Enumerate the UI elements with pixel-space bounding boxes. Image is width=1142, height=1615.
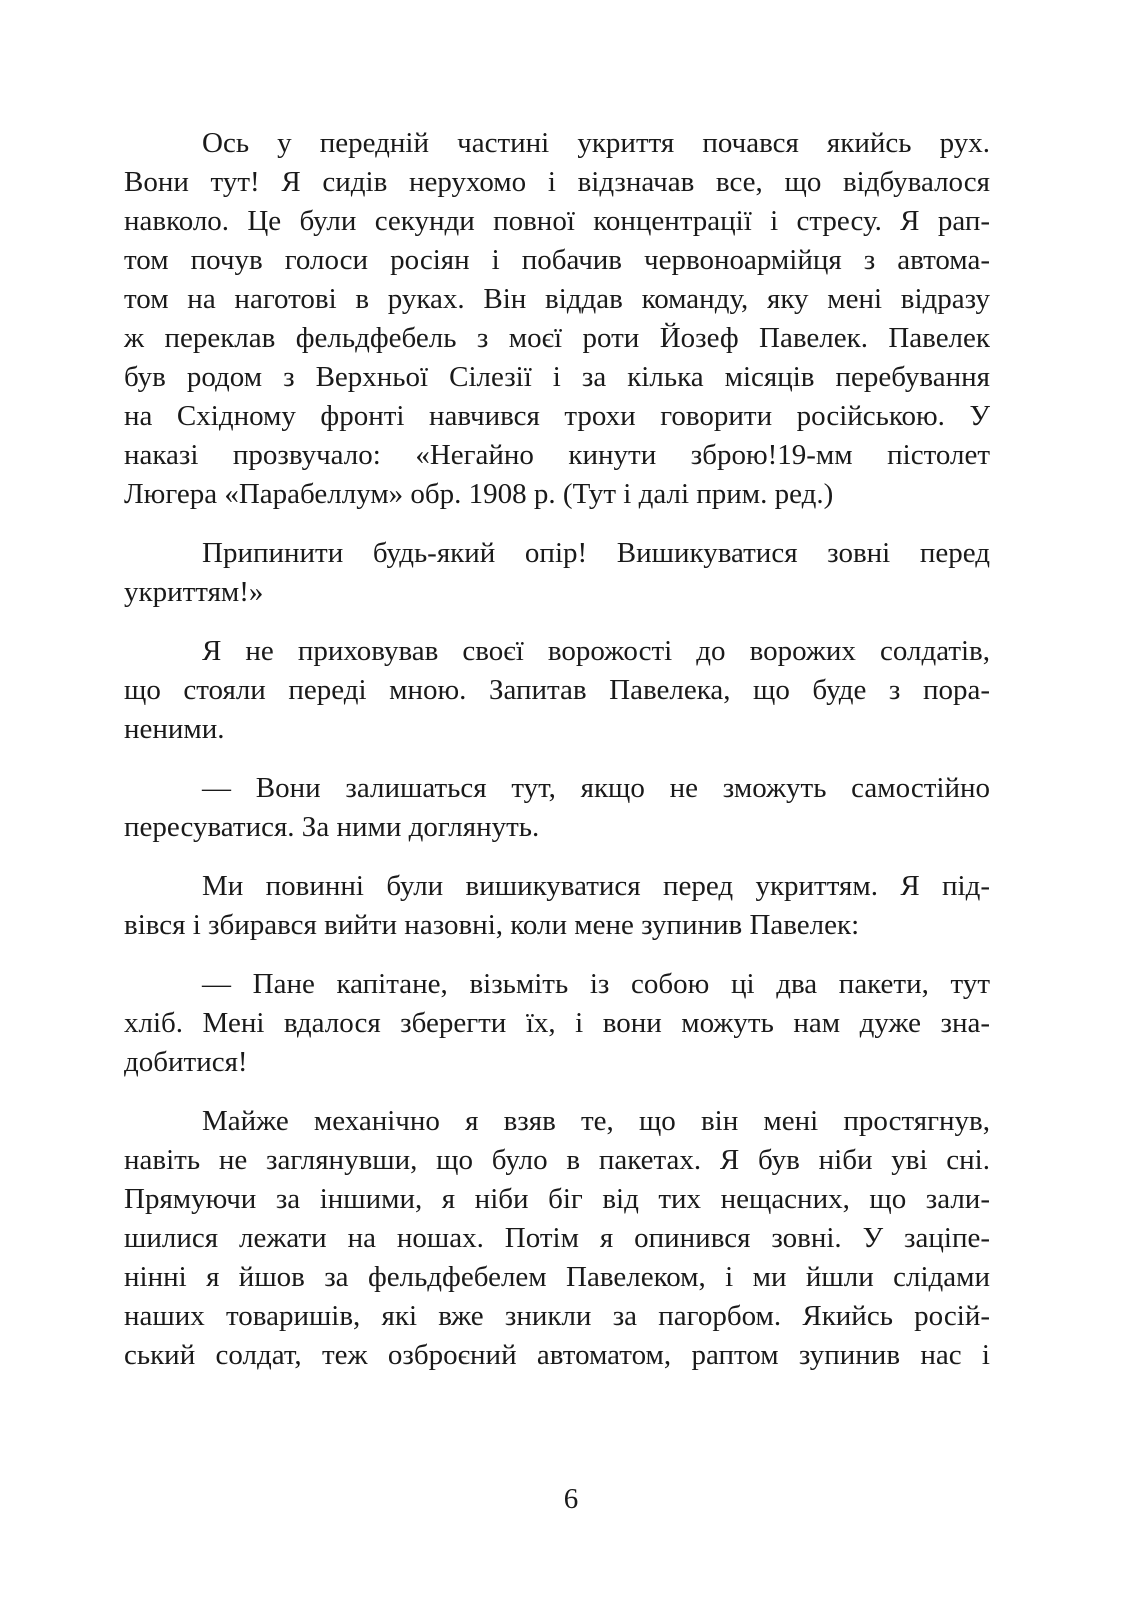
text-line: нінні я йшов за фельдфебелем Павелеком, і ми йшли слідами bbox=[124, 1261, 990, 1293]
text-line: шилися лежати на ношах. Потім я опинився зовні. У заціпе- bbox=[124, 1222, 990, 1254]
paragraph bbox=[124, 124, 990, 514]
text-line: Майже механічно я взяв те, що він мені простягнув, bbox=[202, 1105, 990, 1137]
text-line: том почув голоси росіян і побачив червоноармійця з автома- bbox=[124, 244, 990, 276]
text-line: вівся і збирався вийти назовні, коли мене зупинив Павелек: bbox=[124, 909, 860, 941]
text-line: ж переклав фельдфебель з моєї роти Йозеф Павелек. Павелек bbox=[124, 322, 990, 354]
page-number: 6 bbox=[563, 1483, 579, 1515]
body-text bbox=[124, 124, 990, 1375]
text-line: наших товаришів, які вже зникли за пагорбом. Якийсь росій- bbox=[124, 1300, 990, 1332]
text-line: ський солдат, теж озброєний автоматом, раптом зупинив нас і bbox=[124, 1339, 990, 1371]
paragraph bbox=[124, 1102, 990, 1375]
text-line: Я не приховував своєї ворожості до ворожих солдатів, bbox=[202, 635, 990, 667]
text-line: том на наготові в руках. Він віддав команду, яку мені відразу bbox=[124, 283, 990, 315]
text-line: Припинити будь-який опір! Вишикуватися зовні перед bbox=[202, 537, 990, 569]
text-line: наказі прозвучало: «Негайно кинути зброю!19-мм пістолет bbox=[124, 439, 990, 471]
text-line: — Пане капітане, візьміть із собою ці два пакети, тут bbox=[202, 968, 990, 1000]
text-line: укриттям!» bbox=[124, 576, 264, 608]
text-line: навіть не заглянувши, що було в пакетах. Я був ніби уві сні. bbox=[124, 1144, 990, 1176]
text-line: Прямуючи за іншими, я ніби біг від тих нещасних, що зали- bbox=[124, 1183, 990, 1215]
text-line: що стояли переді мною. Запитав Павелека, що буде з пора- bbox=[124, 674, 990, 706]
paragraph bbox=[124, 534, 990, 612]
paragraph bbox=[124, 965, 990, 1082]
text-line: пересуватися. За ними доглянуть. bbox=[124, 811, 540, 843]
text-line: Ось у передній частині укриття почався якийсь рух. bbox=[202, 127, 990, 159]
text-line: — Вони залишаться тут, якщо не зможуть самостійно bbox=[202, 772, 990, 804]
text-line: Вони тут! Я сидів нерухомо і відзначав все, що відбувалося bbox=[124, 166, 990, 198]
paragraph bbox=[124, 867, 990, 945]
text-line: Ми повинні були вишикуватися перед укриттям. Я під- bbox=[202, 870, 990, 902]
text-line: навколо. Це були секунди повної концентрації і стресу. Я рап- bbox=[124, 205, 990, 237]
text-line: на Східному фронті навчився трохи говорити російською. У bbox=[124, 400, 990, 432]
text-line: добитися! bbox=[124, 1046, 248, 1078]
text-line: Люгера «Парабеллум» обр. 1908 р. (Тут і далі прим. ред.) bbox=[124, 478, 834, 510]
text-line: неними. bbox=[124, 713, 225, 745]
text-line: хліб. Мені вдалося зберегти їх, і вони можуть нам дуже зна- bbox=[124, 1007, 990, 1039]
text-line: був родом з Верхньої Сілезії і за кілька місяців перебування bbox=[124, 361, 990, 393]
paragraph bbox=[124, 632, 990, 749]
paragraph bbox=[124, 769, 990, 847]
